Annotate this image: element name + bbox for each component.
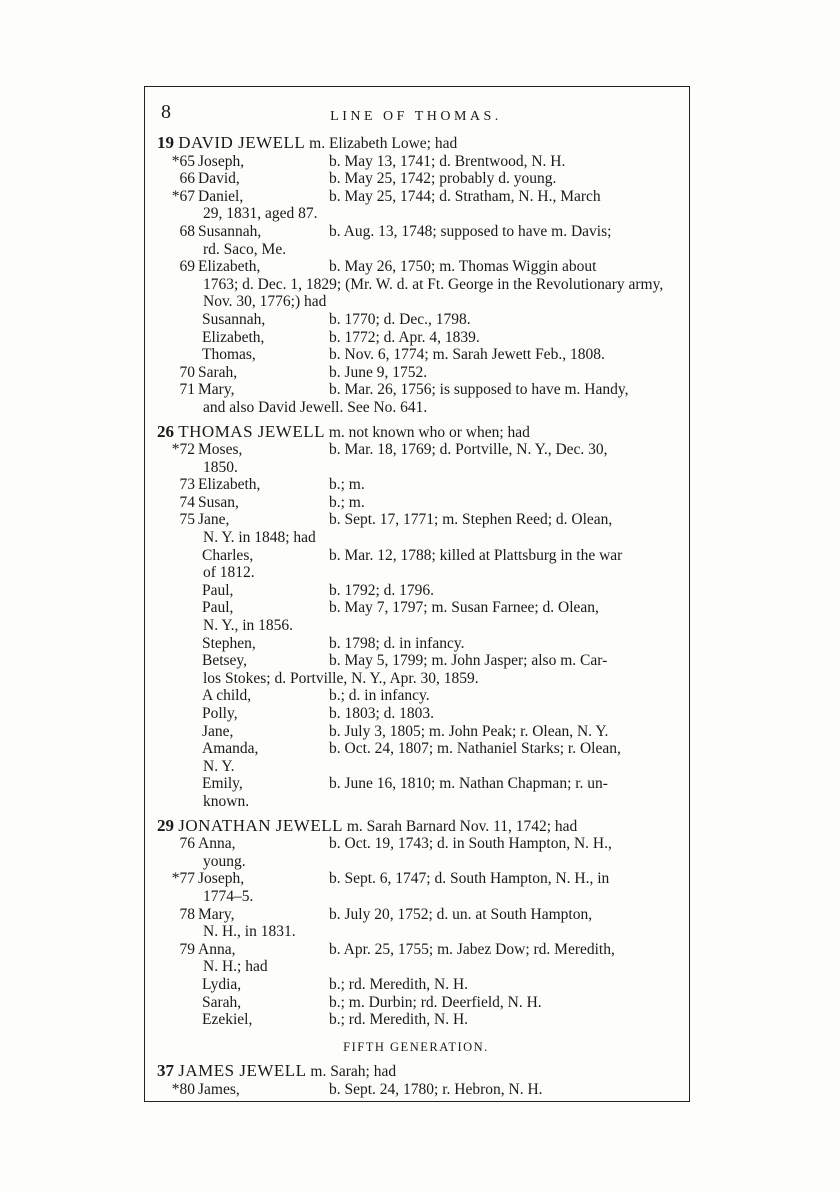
grandchild-entry [157, 635, 675, 653]
family-head-name: THOMAS JEWELL [178, 421, 325, 441]
grandchild-entry [157, 994, 675, 1012]
grandchild-entry [157, 740, 675, 775]
entry-details: b. 1798; d. in infancy. [329, 634, 465, 652]
entry-number: 71 [179, 381, 195, 399]
entry-name: Joseph, [198, 870, 245, 888]
grandchild-entry [157, 976, 675, 994]
entry-name: Moses, [198, 441, 243, 459]
entry-continuation: N. H., in 1831. [203, 923, 296, 941]
entry-details: b. Mar. 26, 1756; is supposed to have m. Handy, [329, 381, 629, 399]
entry-name: Susan, [198, 493, 239, 511]
grandchild-entry [157, 346, 675, 364]
family-list [157, 134, 675, 1029]
entry-details: b. Oct. 24, 1807; m. Nathaniel Starks; r. Olean, [329, 740, 621, 758]
child-entry [157, 835, 675, 870]
entry-name: Paul, [202, 581, 234, 599]
entry-number: *67 [171, 187, 195, 205]
grandchild-entry [157, 687, 675, 705]
entry-details: b. May 26, 1750; m. Thomas Wiggin about [329, 258, 597, 276]
entry-name: James, [198, 1080, 240, 1098]
entry-details: b. 1792; d. 1796. [329, 581, 435, 599]
grandchild-entry [157, 547, 675, 582]
entry-continuation: 29, 1831, aged 87. [203, 205, 318, 223]
entry-number: 75 [179, 511, 195, 529]
family-number: 19 [157, 133, 179, 152]
entry-details: b. Sept. 17, 1771; m. Stephen Reed; d. Olean, [329, 511, 613, 529]
child-entry [157, 870, 675, 905]
page-header [157, 101, 675, 128]
entry-details: b. Apr. 25, 1755; m. Jabez Dow; rd. Meredith, [329, 940, 615, 958]
entry-details: b. May 5, 1799; m. John Jasper; also m. Car- [329, 652, 608, 670]
grandchild-entry [157, 311, 675, 329]
family-marriage-text: m. not known who or when; had [324, 423, 530, 441]
entry-name: Elizabeth, [198, 258, 261, 276]
entry-number: 74 [179, 493, 195, 511]
family-head-name: DAVID JEWELL [178, 133, 306, 152]
entry-details: b. 1803; d. 1803. [329, 705, 435, 722]
entry-name: Emily, [202, 775, 243, 793]
entry-number: 73 [179, 476, 195, 494]
entry-details: b.; m. [329, 493, 365, 511]
child-entry [157, 364, 675, 382]
family-head-name: JAMES JEWELL [178, 1061, 307, 1081]
entry-name: Stephen, [202, 634, 256, 652]
entry-continuation: young. [203, 852, 246, 870]
entry-number: 69 [179, 258, 195, 276]
entry-name: A child, [202, 687, 252, 705]
grandchild-entry [157, 723, 675, 741]
entry-continuation: 1774–5. [203, 887, 254, 905]
entry-number: 66 [179, 170, 195, 188]
entry-details: b. May 25, 1744; d. Stratham, N. H., March [329, 187, 601, 205]
entry-name: Susannah, [198, 222, 262, 240]
entry-details: b. May 13, 1741; d. Brentwood, N. H. [329, 152, 566, 170]
family-number: 29 [157, 815, 179, 835]
entry-name: Anna, [198, 940, 236, 958]
entry-details: b.; d. in infancy. [329, 687, 430, 705]
entry-details: b. Nov. 6, 1774; m. Sarah Jewett Feb., 1808. [329, 346, 605, 364]
entry-name: Daniel, [198, 187, 244, 205]
child-entry [157, 494, 675, 512]
entry-name: Sarah, [202, 993, 242, 1011]
child-entry [157, 188, 675, 223]
entry-details: b. Aug. 13, 1748; supposed to have m. Davis; [329, 222, 612, 240]
family-heading [157, 817, 675, 836]
entry-number: 70 [179, 363, 195, 381]
child-entry [157, 511, 675, 546]
entry-name: Polly, [202, 705, 238, 722]
entry-name: Jane, [198, 511, 230, 529]
family-heading [157, 1062, 675, 1081]
entry-name: Susannah, [202, 310, 266, 328]
grandchild-entry [157, 1011, 675, 1029]
entry-details: b.; m. [329, 476, 365, 494]
entry-name: Sarah, [198, 363, 238, 381]
entry-number: *80 [171, 1080, 195, 1098]
entry-details: b. June 9, 1752. [329, 363, 428, 381]
entry-continuation: N. Y. [203, 757, 235, 775]
entry-continuation: and also David Jewell. See No. 641. [203, 398, 428, 416]
entry-name: David, [198, 170, 240, 188]
entry-name: Jane, [202, 722, 234, 740]
entry-details: b.; rd. Meredith, N. H. [329, 975, 469, 993]
family-number: 37 [157, 1061, 179, 1081]
entry-details: b. Mar. 18, 1769; d. Portville, N. Y., Dec. 30, [329, 441, 608, 459]
entry-number: *65 [171, 152, 195, 170]
entry-name: Charles, [202, 546, 254, 564]
family-marriage-text: m. Elizabeth Lowe; had [305, 135, 458, 152]
child-entry [157, 441, 675, 476]
entry-continuation: 1763; d. Dec. 1, 1829; (Mr. W. d. at Ft. George in the Revolutionary army, Nov. 30, 1776;) had [203, 275, 664, 311]
entry-name: Amanda, [202, 740, 259, 758]
grandchild-entry [157, 329, 675, 347]
entry-number: 68 [179, 222, 195, 240]
entry-details: b.; m. Durbin; rd. Deerfield, N. H. [329, 993, 542, 1011]
entry-number: 79 [179, 940, 195, 958]
entry-number: *72 [171, 441, 195, 459]
family-head-name: JONATHAN JEWELL [178, 815, 343, 835]
entry-continuation: N. Y. in 1848; had [203, 529, 316, 547]
child-entry [157, 906, 675, 941]
entry-name: Elizabeth, [198, 476, 261, 494]
entry-name: Paul, [202, 599, 234, 617]
entry-name: Mary, [198, 905, 235, 923]
entry-name: Betsey, [202, 652, 248, 670]
entry-details: b.; rd. Meredith, N. H. [329, 1011, 469, 1029]
page-content [157, 101, 675, 1098]
grandchild-entry [157, 599, 675, 634]
entry-continuation: N. H.; had [203, 958, 268, 976]
family-marriage-text: m. Sarah; had [306, 1063, 397, 1081]
entry-details: b. May 25, 1742; probably d. young. [329, 170, 557, 188]
entry-number: *77 [171, 870, 195, 888]
entry-details: b. Oct. 19, 1743; d. in South Hampton, N. H., [329, 835, 612, 853]
child-entry [157, 476, 675, 494]
child-entry [157, 153, 675, 171]
top-rule [145, 86, 689, 87]
entry-name: Thomas, [202, 346, 256, 364]
family-marriage-text: m. Sarah Barnard Nov. 11, 1742; had [342, 817, 578, 835]
entry-details: b. May 7, 1797; m. Susan Farnee; d. Olean, [329, 599, 599, 617]
grandchild-entry [157, 582, 675, 600]
entry-details: b. Sept. 24, 1780; r. Hebron, N. H. [329, 1080, 543, 1098]
entry-name: Elizabeth, [202, 328, 265, 346]
family-heading [157, 134, 675, 153]
child-entry [157, 223, 675, 258]
child-entry [157, 258, 675, 311]
family-number: 26 [157, 421, 179, 441]
entry-details: b. 1772; d. Apr. 4, 1839. [329, 328, 480, 346]
page-number: 8 [161, 101, 171, 123]
entry-name: Ezekiel, [202, 1011, 253, 1029]
family-list-fifth-generation [157, 1062, 675, 1098]
running-head: LINE OF THOMAS. [330, 109, 502, 124]
entry-number: 78 [179, 905, 195, 923]
entry-number: 76 [179, 835, 195, 853]
child-entry [157, 1081, 675, 1099]
entry-continuation: N. Y., in 1856. [203, 617, 293, 635]
entry-details: b. July 3, 1805; m. John Peak; r. Olean, N. Y. [329, 722, 609, 740]
entry-continuation: los Stokes; d. Portville, N. Y., Apr. 30, 1859. [203, 669, 479, 687]
entry-details: b. Sept. 6, 1747; d. South Hampton, N. H., in [329, 870, 610, 888]
entry-continuation: 1850. [203, 458, 238, 476]
entry-name: Mary, [198, 381, 235, 399]
grandchild-entry [157, 775, 675, 810]
entry-continuation: of 1812. [203, 564, 255, 582]
entry-details: b. 1770; d. Dec., 1798. [329, 310, 471, 328]
child-entry [157, 941, 675, 976]
entry-continuation: known. [203, 792, 250, 810]
family-heading [157, 423, 675, 442]
entry-details: b. June 16, 1810; m. Nathan Chapman; r. un- [329, 775, 608, 793]
entry-continuation: rd. Saco, Me. [203, 240, 287, 258]
child-entry [157, 170, 675, 188]
entry-details: b. July 20, 1752; d. un. at South Hampton, [329, 905, 593, 923]
entry-details: b. Mar. 12, 1788; killed at Plattsburg in the war [329, 546, 623, 564]
entry-name: Anna, [198, 835, 236, 853]
child-entry [157, 381, 675, 416]
grandchild-entry [157, 705, 675, 723]
entry-name: Joseph, [198, 152, 245, 170]
grandchild-entry [157, 652, 675, 687]
page-frame [144, 86, 690, 1102]
entry-name: Lydia, [202, 975, 242, 993]
section-heading: FIFTH GENERATION. [343, 1039, 489, 1054]
